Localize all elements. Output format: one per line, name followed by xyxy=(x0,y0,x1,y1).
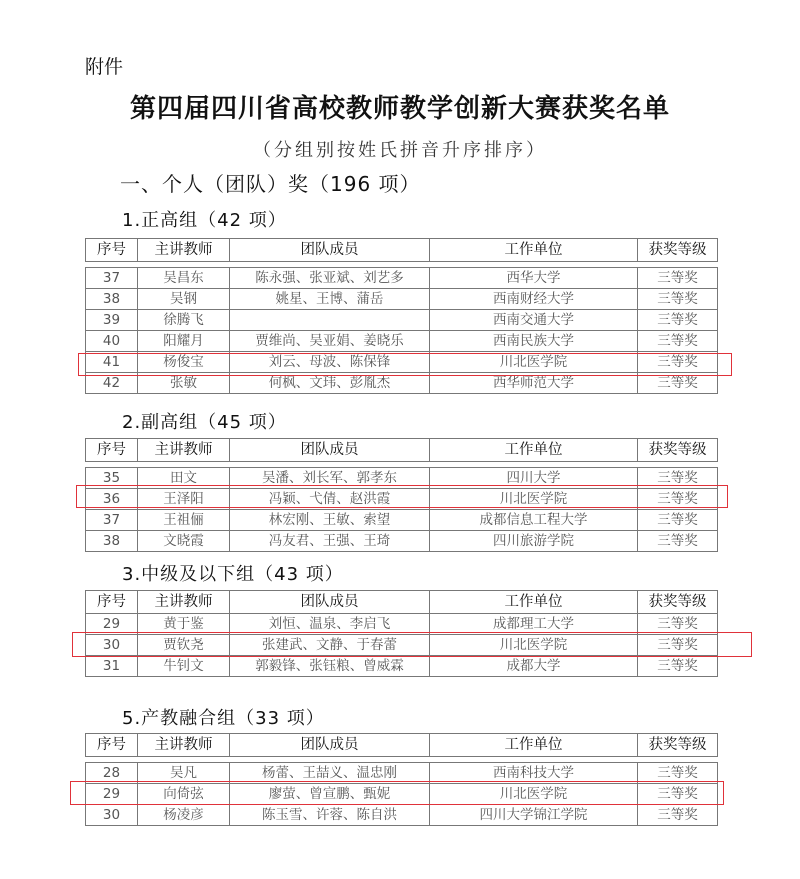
table-cell: 何枫、文玮、彭胤杰 xyxy=(230,373,430,394)
table-cell: 田文 xyxy=(138,468,230,489)
table-cell: 成都大学 xyxy=(430,656,638,677)
table-header xyxy=(86,734,718,757)
header-cell: 序号 xyxy=(86,439,138,462)
table-cell: 吴凡 xyxy=(138,763,230,784)
header-cell: 主讲教师 xyxy=(138,591,230,614)
table-cell: 杨蕾、王喆义、温忠刚 xyxy=(230,763,430,784)
table-cell: 林宏刚、王敏、索望 xyxy=(230,510,430,531)
table-header xyxy=(86,591,718,614)
table-cell: 36 xyxy=(86,489,138,510)
table-cell: 张敏 xyxy=(138,373,230,394)
header-cell: 主讲教师 xyxy=(138,239,230,262)
table-cell: 三等奖 xyxy=(638,510,718,531)
table-cell: 41 xyxy=(86,352,138,373)
table-cell: 吴钢 xyxy=(138,289,230,310)
table-cell: 冯友君、王强、王琦 xyxy=(230,531,430,552)
table-cell: 贾维尚、吴亚娟、姜晓乐 xyxy=(230,331,430,352)
table-cell: 贾钦尧 xyxy=(138,635,230,656)
table-cell: 吴潘、刘长军、郭孝东 xyxy=(230,468,430,489)
table-cell: 三等奖 xyxy=(638,352,718,373)
table-cell: 刘云、母波、陈保锋 xyxy=(230,352,430,373)
table-cell: 黄于鉴 xyxy=(138,614,230,635)
table-cell: 四川大学 xyxy=(430,468,638,489)
table-row xyxy=(86,614,718,635)
table-row xyxy=(86,489,718,510)
table-cell: 三等奖 xyxy=(638,805,718,826)
group-title-senior: 1.正高组（42 项） xyxy=(122,210,287,231)
table-cell: 杨俊宝 xyxy=(138,352,230,373)
table-cell: 西南交通大学 xyxy=(430,310,638,331)
table-cell: 37 xyxy=(86,268,138,289)
table-cell: 西南民族大学 xyxy=(430,331,638,352)
table-row xyxy=(86,468,718,489)
table-cell: 阳耀月 xyxy=(138,331,230,352)
table-cell: 三等奖 xyxy=(638,373,718,394)
table-cell: 牛钊文 xyxy=(138,656,230,677)
header-cell: 获奖等级 xyxy=(638,439,718,462)
header-cell: 序号 xyxy=(86,591,138,614)
table-row xyxy=(86,331,718,352)
table-cell: 川北医学院 xyxy=(430,635,638,656)
table-cell: 刘恒、温泉、李启飞 xyxy=(230,614,430,635)
table-cell: 三等奖 xyxy=(638,468,718,489)
table-cell: 38 xyxy=(86,289,138,310)
table-cell: 40 xyxy=(86,331,138,352)
table-cell: 张建武、文静、于春蕾 xyxy=(230,635,430,656)
header-cell: 团队成员 xyxy=(230,239,430,262)
table-cell: 成都信息工程大学 xyxy=(430,510,638,531)
header-cell: 获奖等级 xyxy=(638,239,718,262)
header-cell: 获奖等级 xyxy=(638,734,718,757)
table-row xyxy=(86,784,718,805)
table-row xyxy=(86,763,718,784)
table-cell: 31 xyxy=(86,656,138,677)
table-cell: 39 xyxy=(86,310,138,331)
table-cell: 30 xyxy=(86,635,138,656)
table-cell: 向倚弦 xyxy=(138,784,230,805)
table-cell xyxy=(230,310,430,331)
table-row xyxy=(86,635,718,656)
table-cell: 三等奖 xyxy=(638,289,718,310)
table-row xyxy=(86,289,718,310)
table-cell: 35 xyxy=(86,468,138,489)
table-cell: 王泽阳 xyxy=(138,489,230,510)
group-title-industry: 5.产教融合组（33 项） xyxy=(122,708,325,729)
table-cell: 冯颖、弋倩、赵洪霞 xyxy=(230,489,430,510)
header-cell: 序号 xyxy=(86,734,138,757)
table-cell: 王祖俪 xyxy=(138,510,230,531)
table-header xyxy=(86,239,718,262)
table-cell: 28 xyxy=(86,763,138,784)
table-row xyxy=(86,805,718,826)
table-cell: 徐腾飞 xyxy=(138,310,230,331)
header-cell: 工作单位 xyxy=(430,239,638,262)
table-cell: 三等奖 xyxy=(638,531,718,552)
table-cell: 42 xyxy=(86,373,138,394)
table-cell: 三等奖 xyxy=(638,635,718,656)
group-title-associate: 2.副高组（45 项） xyxy=(122,412,287,433)
header-cell: 团队成员 xyxy=(230,734,430,757)
header-cell: 主讲教师 xyxy=(138,734,230,757)
table-cell: 38 xyxy=(86,531,138,552)
table-row xyxy=(86,531,718,552)
table-cell: 姚星、王博、蒲岳 xyxy=(230,289,430,310)
table-cell: 文晓霞 xyxy=(138,531,230,552)
header-cell: 团队成员 xyxy=(230,591,430,614)
table-cell: 川北医学院 xyxy=(430,489,638,510)
table-cell: 三等奖 xyxy=(638,310,718,331)
table-cell: 三等奖 xyxy=(638,614,718,635)
group-title-intermediate: 3.中级及以下组（43 项） xyxy=(122,564,344,585)
table-cell: 杨凌彦 xyxy=(138,805,230,826)
table-row xyxy=(86,268,718,289)
table-row xyxy=(86,656,718,677)
table-cell: 三等奖 xyxy=(638,331,718,352)
table-cell: 三等奖 xyxy=(638,489,718,510)
header-cell: 获奖等级 xyxy=(638,591,718,614)
section-title: 一、个人（团队）奖（196 项） xyxy=(120,172,421,196)
header-cell: 工作单位 xyxy=(430,591,638,614)
award-table-associate xyxy=(85,438,718,552)
table-row xyxy=(86,352,718,373)
table-cell: 川北医学院 xyxy=(430,784,638,805)
table-row xyxy=(86,373,718,394)
table-cell: 陈永强、张亚斌、刘艺多 xyxy=(230,268,430,289)
table-cell: 西南财经大学 xyxy=(430,289,638,310)
attachment-label: 附件 xyxy=(85,56,124,78)
table-cell: 西华大学 xyxy=(430,268,638,289)
table-cell: 川北医学院 xyxy=(430,352,638,373)
award-table-senior xyxy=(85,238,718,394)
table-cell: 29 xyxy=(86,614,138,635)
header-cell: 工作单位 xyxy=(430,734,638,757)
award-table-intermediate xyxy=(85,590,718,677)
header-cell: 团队成员 xyxy=(230,439,430,462)
award-table-industry xyxy=(85,733,718,826)
table-cell: 三等奖 xyxy=(638,656,718,677)
table-cell: 三等奖 xyxy=(638,784,718,805)
table-cell: 西华师范大学 xyxy=(430,373,638,394)
table-row xyxy=(86,310,718,331)
table-cell: 三等奖 xyxy=(638,763,718,784)
table-cell: 吴昌东 xyxy=(138,268,230,289)
header-cell: 序号 xyxy=(86,239,138,262)
table-cell: 四川大学锦江学院 xyxy=(430,805,638,826)
table-cell: 陈玉雪、许蓉、陈自洪 xyxy=(230,805,430,826)
table-cell: 30 xyxy=(86,805,138,826)
table-cell: 廖萤、曾宣鹏、甄妮 xyxy=(230,784,430,805)
table-header xyxy=(86,439,718,462)
table-cell: 西南科技大学 xyxy=(430,763,638,784)
page-subtitle: （分组别按姓氏拼音升序排序） xyxy=(253,140,547,161)
table-row xyxy=(86,510,718,531)
table-cell: 37 xyxy=(86,510,138,531)
table-cell: 29 xyxy=(86,784,138,805)
header-cell: 主讲教师 xyxy=(138,439,230,462)
table-cell: 郭毅锋、张钰粮、曾威霖 xyxy=(230,656,430,677)
page-title: 第四届四川省高校教师教学创新大赛获奖名单 xyxy=(129,94,670,124)
table-cell: 四川旅游学院 xyxy=(430,531,638,552)
table-cell: 成都理工大学 xyxy=(430,614,638,635)
header-cell: 工作单位 xyxy=(430,439,638,462)
table-cell: 三等奖 xyxy=(638,268,718,289)
